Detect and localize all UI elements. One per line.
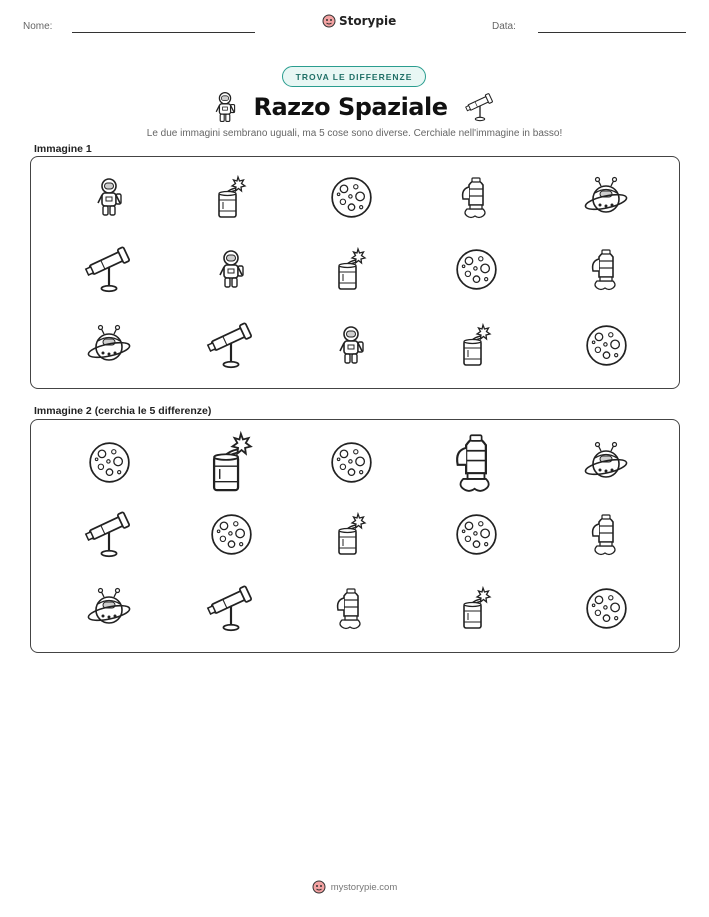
telescope-icon xyxy=(205,582,257,634)
moon-icon xyxy=(210,513,253,556)
firework-can-icon xyxy=(214,175,248,219)
moon-icon xyxy=(330,441,373,484)
firework-can-icon xyxy=(334,247,368,291)
telescope-icon xyxy=(464,91,496,123)
panel2-item[interactable] xyxy=(452,431,500,493)
date-label: Data: xyxy=(492,21,516,32)
panel1-item xyxy=(216,249,246,289)
panel2-item[interactable] xyxy=(584,442,628,482)
name-line[interactable] xyxy=(72,32,255,33)
panel1-item xyxy=(83,243,135,295)
activity-badge: TROVA LE DIFFERENZE xyxy=(282,66,426,87)
panel2-item[interactable] xyxy=(205,582,257,634)
telescope-icon xyxy=(83,243,135,295)
title-row xyxy=(0,88,709,126)
panel1-item xyxy=(94,177,124,217)
telescope-icon xyxy=(83,508,135,560)
picture-panel-1 xyxy=(30,156,680,389)
panel1-item xyxy=(214,175,248,219)
panel1-item xyxy=(336,325,366,365)
moon-icon xyxy=(88,441,131,484)
panel2-item[interactable] xyxy=(87,588,131,628)
panel2-label: Immagine 2 (cerchia le 5 differenze) xyxy=(34,405,212,417)
footer-url: mystorypie.com xyxy=(330,881,398,893)
panel2-item[interactable] xyxy=(330,441,373,484)
rocket-icon xyxy=(334,586,368,630)
panel1-item xyxy=(459,175,493,219)
panel1-item xyxy=(459,323,493,367)
panel1-item xyxy=(584,177,628,217)
date-line[interactable] xyxy=(538,32,686,33)
panel2-item[interactable] xyxy=(459,586,493,630)
panel1-item xyxy=(205,319,257,371)
firework-can-icon xyxy=(459,586,493,630)
brand-name: Storypie xyxy=(339,14,397,28)
panel2-item[interactable] xyxy=(207,431,255,493)
panel2-item[interactable] xyxy=(589,512,623,556)
firework-can-icon xyxy=(334,512,368,556)
ufo-icon xyxy=(584,442,628,482)
panel2-item[interactable] xyxy=(210,513,253,556)
astronaut-icon xyxy=(216,249,246,289)
moon-icon xyxy=(455,513,498,556)
rocket-icon xyxy=(589,247,623,291)
panel1-item xyxy=(334,247,368,291)
panel2-item[interactable] xyxy=(88,441,131,484)
moon-icon xyxy=(585,324,628,367)
astronaut-icon xyxy=(336,325,366,365)
panel1-item xyxy=(455,248,498,291)
picture-panel-2[interactable] xyxy=(30,419,680,653)
panel2-item[interactable] xyxy=(585,587,628,630)
telescope-icon xyxy=(205,319,257,371)
moon-icon xyxy=(585,587,628,630)
rocket-icon xyxy=(452,431,500,493)
panel2-item[interactable] xyxy=(83,508,135,560)
panel1-item xyxy=(87,325,131,365)
firework-can-icon xyxy=(459,323,493,367)
panel2-item[interactable] xyxy=(334,586,368,630)
astronaut-icon xyxy=(94,177,124,217)
firework-can-icon xyxy=(207,431,255,493)
panel1-label: Immagine 1 xyxy=(34,143,92,155)
storypie-logo-icon xyxy=(322,14,336,28)
ufo-icon xyxy=(87,588,131,628)
brand-logo xyxy=(322,14,396,28)
moon-icon xyxy=(455,248,498,291)
astronaut-icon xyxy=(213,90,237,124)
rocket-icon xyxy=(459,175,493,219)
panel1-item xyxy=(589,247,623,291)
panel1-item xyxy=(330,176,373,219)
panel1-item xyxy=(585,324,628,367)
storypie-logo-icon xyxy=(312,880,326,894)
ufo-icon xyxy=(584,177,628,217)
instructions-text: Le due immagini sembrano uguali, ma 5 cose sono diverse. Cerchiale nell'immagine in basso! xyxy=(146,128,563,139)
ufo-icon xyxy=(87,325,131,365)
name-label: Nome: xyxy=(23,21,53,32)
panel2-item[interactable] xyxy=(455,513,498,556)
moon-icon xyxy=(330,176,373,219)
page-title: Razzo Spaziale xyxy=(253,93,448,121)
panel2-item[interactable] xyxy=(334,512,368,556)
rocket-icon xyxy=(589,512,623,556)
footer xyxy=(0,880,709,894)
